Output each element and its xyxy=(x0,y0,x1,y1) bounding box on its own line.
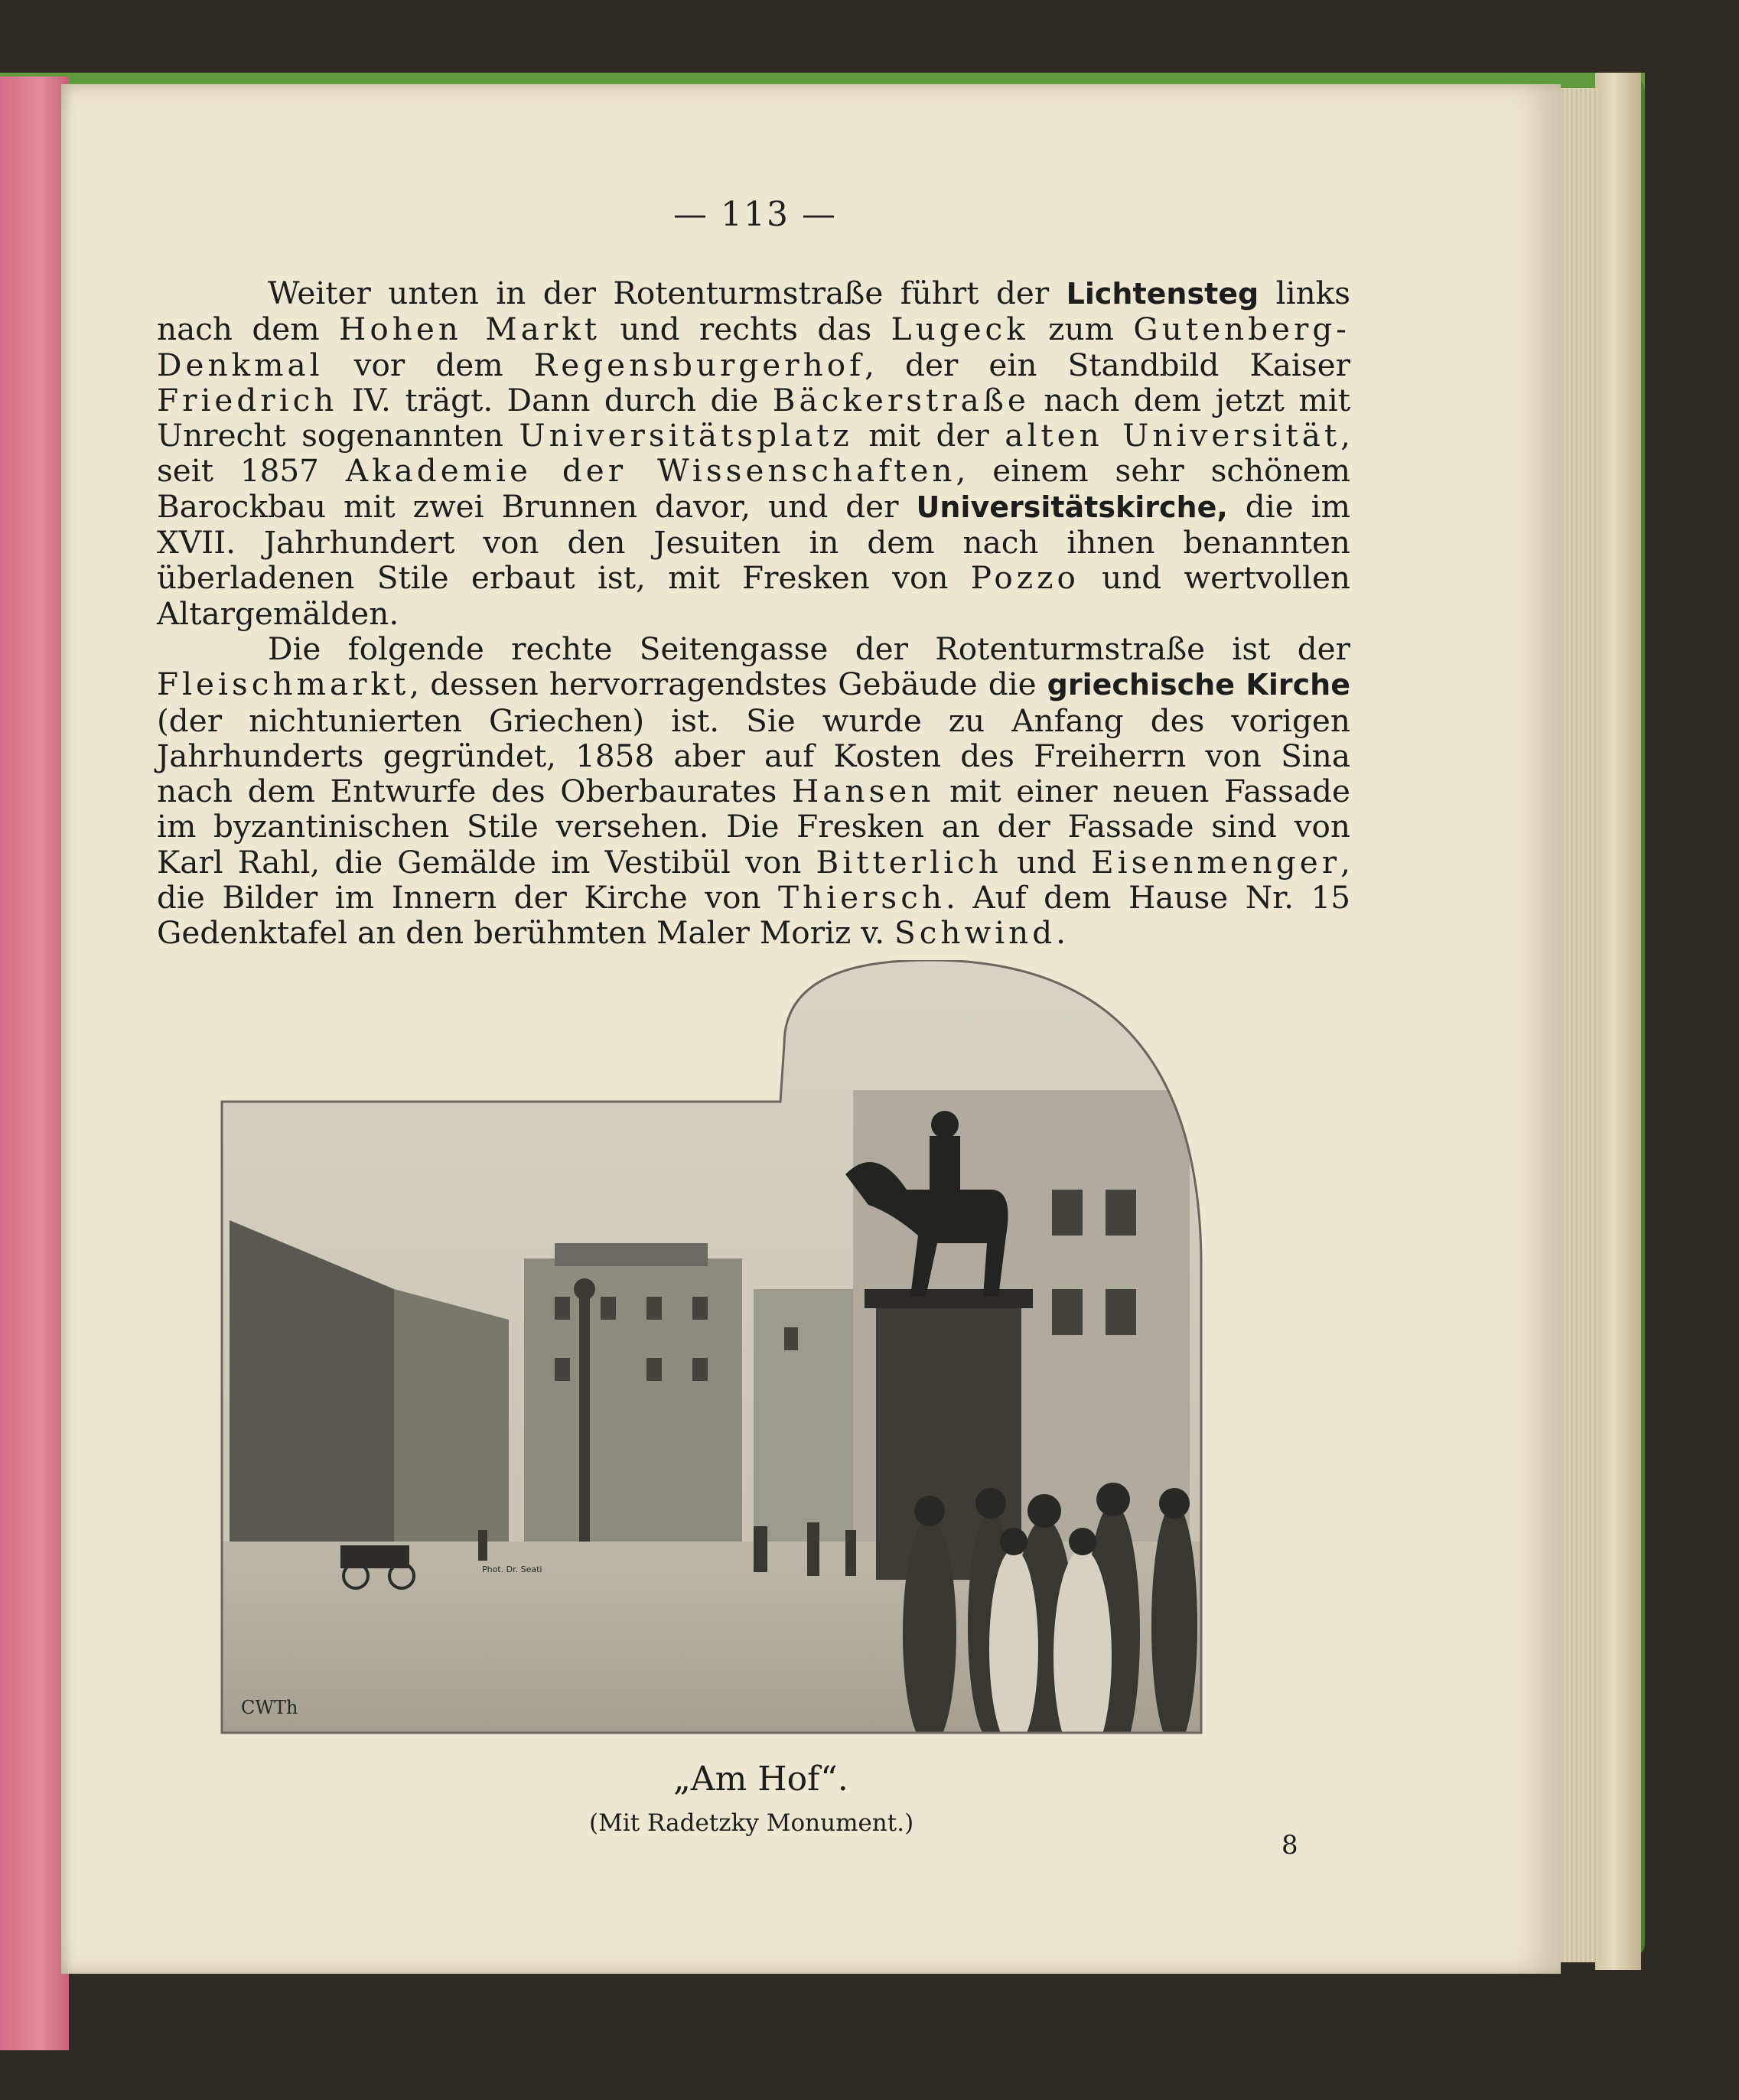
text-run: Lugeck xyxy=(891,311,1029,348)
am-hof-illustration xyxy=(218,960,1320,1786)
text-run: Gutenberg-Denkmal xyxy=(157,311,1350,383)
figure-caption-title: „Am Hof“. xyxy=(673,1760,848,1799)
text-run: Bitterlich xyxy=(816,843,1002,881)
text-run: Bäckerstraße xyxy=(772,381,1030,418)
text-run: Fleischmarkt xyxy=(157,666,410,703)
text-run: vor dem xyxy=(323,346,534,383)
text-run: . xyxy=(1056,914,1067,952)
book-cover-left xyxy=(0,77,69,2050)
text-run: , der ein Standbild Kaiser xyxy=(865,346,1350,383)
text-run: Die folgende rechte Seitengasse der Rotenturmstraße ist der xyxy=(268,630,1350,667)
text-run: , dessen hervorragendstes Gebäude die xyxy=(409,666,1047,703)
text-run: nach dem jetzt mit Unrecht sogenannten xyxy=(157,381,1351,454)
text-run: links nach dem xyxy=(157,275,1350,348)
text-run: griechische Kirche xyxy=(1047,668,1350,702)
text-run: Lichtensteg xyxy=(1066,277,1259,311)
page-stack-edges xyxy=(1561,88,1599,1962)
illustration-signature: CWTh xyxy=(241,1697,298,1718)
text-run: Thiersch xyxy=(778,879,946,917)
text-run: mit einer neuen Fassade im byzantinischen Stile versehen. Die Fresken an der Fassade sind von Karl Rahl, die Gemälde im Vestibül von xyxy=(157,773,1350,881)
text-run: Regensburgerhof xyxy=(533,346,865,383)
text-run: Pozzo xyxy=(970,559,1080,597)
body-text xyxy=(157,275,1350,951)
text-run: IV. trägt. Dann durch die xyxy=(337,381,773,418)
text-run: Friedrich xyxy=(157,381,338,418)
text-run: mit der xyxy=(852,417,1005,454)
text-run: , die Bilder im Innern der Kirche von xyxy=(157,843,1350,917)
illustration-print-credit: Phot. Dr. Seati xyxy=(482,1564,542,1574)
text-run: Universitätsplatz xyxy=(519,417,853,454)
sheet-signature: 8 xyxy=(1281,1830,1298,1861)
text-run: . Auf dem Hause Nr. 15 Gedenktafel an den berühmten Maler Moriz v. xyxy=(157,879,1350,952)
text-run: und rechts das xyxy=(601,311,891,348)
text-run: Eisenmenger xyxy=(1091,843,1341,881)
text-run: Akademie der Wissenschaften xyxy=(345,452,956,490)
text-run: alten Universität xyxy=(1005,417,1341,454)
book-spine-edge xyxy=(1595,73,1641,1970)
text-run: , einem sehr schönem Barockbau mit zwei Brunnen davor, und der xyxy=(157,452,1351,525)
page-number: — 113 — xyxy=(673,195,837,234)
text-run: Weiter unten in der Rotenturmstraße führt der xyxy=(268,275,1067,311)
text-run: zum xyxy=(1028,311,1134,348)
figure-caption-subtitle: (Mit Radetzky Monument.) xyxy=(589,1809,914,1837)
text-run: (der nichtunierten Griechen) ist. Sie wurde zu Anfang des vorigen Jahrhunderts gegründet, 1858 aber auf Kosten des Freiherrn von Sina nach dem Entwurfe des Oberbaurates xyxy=(157,702,1350,810)
text-run: Universitätskirche, xyxy=(916,490,1228,524)
text-run: Schwind xyxy=(894,914,1057,952)
paragraph-1 xyxy=(157,275,1350,631)
text-run: Hansen xyxy=(792,773,935,810)
paragraph-2 xyxy=(157,631,1350,951)
text-run: und wertvollen Altargemälden. xyxy=(157,559,1350,632)
text-run: die im XVII. Jahrhundert von den Jesuiten in dem nach ihnen benannten überladenen Stile erbaut ist, mit Fresken von xyxy=(157,487,1351,597)
text-run: und xyxy=(1001,843,1092,881)
text-run: Hohen Markt xyxy=(339,311,601,348)
text-run: , seit 1857 xyxy=(157,417,1350,490)
